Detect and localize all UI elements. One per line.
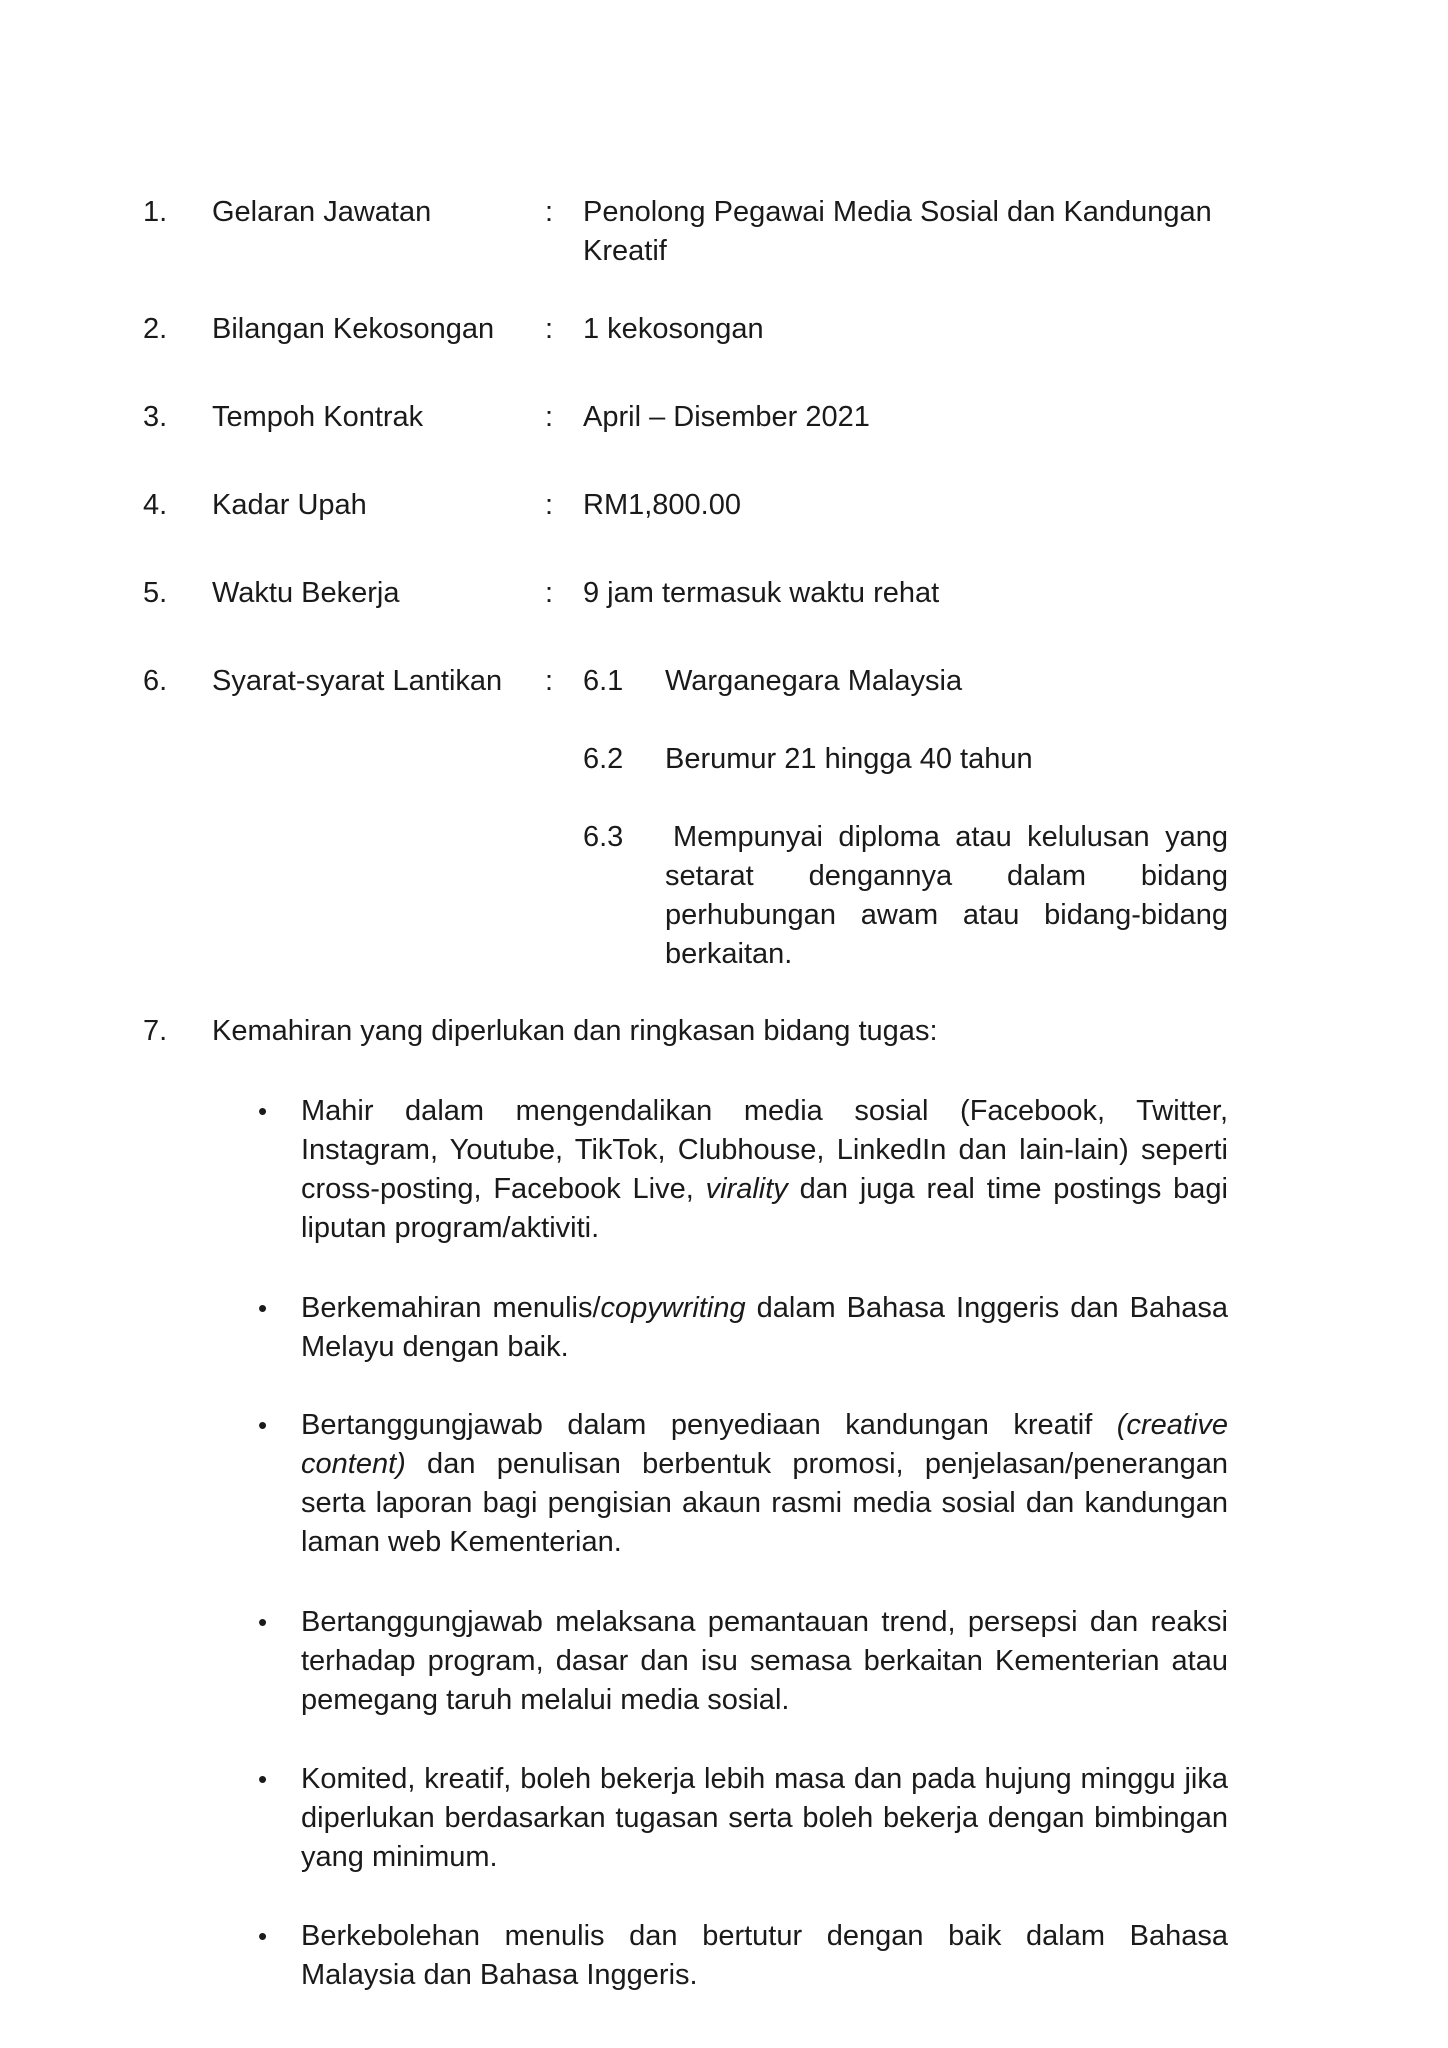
bullet-text: Berkebolehan menulis dan bertutur dengan baik dalam Bahasa Malaysia dan Bahasa Inggeris. bbox=[301, 1920, 1228, 1991]
item-colon: : bbox=[545, 401, 554, 433]
item-number: 1. bbox=[143, 196, 168, 228]
bullet-icon: • bbox=[258, 1921, 268, 1951]
item-colon: : bbox=[545, 313, 554, 345]
bullet-text: Berkemahiran menulis/copywriting dalam Bahasa Inggeris dan Bahasa Melayu dengan baik. bbox=[301, 1292, 1228, 1363]
item-colon: : bbox=[545, 196, 554, 228]
item-label-gelaran-jawatan: Gelaran Jawatan bbox=[212, 196, 432, 228]
condition-text: Mempunyai diploma atau kelulusan yang setarat dengannya dalam bidang perhubungan awam atau bidang-bidang berkaitan. bbox=[665, 821, 1228, 970]
item-value-waktu-bekerja: 9 jam termasuk waktu rehat bbox=[583, 577, 940, 609]
item-label-syarat-lantikan: Syarat-syarat Lantikan bbox=[212, 665, 503, 697]
bullet-icon: • bbox=[258, 1764, 268, 1794]
item-number: 5. bbox=[143, 577, 168, 609]
item-value-kadar-upah: RM1,800.00 bbox=[583, 489, 741, 521]
condition-text: Berumur 21 hingga 40 tahun bbox=[665, 743, 1033, 775]
item-number: 4. bbox=[143, 489, 168, 521]
section-heading: Kemahiran yang diperlukan dan ringkasan bidang tugas: bbox=[212, 1015, 938, 1047]
bullet-icon: • bbox=[258, 1096, 268, 1126]
item-value-bilangan-kekosongan: 1 kekosongan bbox=[583, 313, 764, 345]
bullet-icon: • bbox=[258, 1293, 268, 1323]
item-label-waktu-bekerja: Waktu Bekerja bbox=[212, 577, 400, 609]
item-value-tempoh-kontrak: April – Disember 2021 bbox=[583, 401, 870, 433]
bullet-icon: • bbox=[258, 1410, 268, 1440]
item-label-kadar-upah: Kadar Upah bbox=[212, 489, 367, 521]
item-number: 6. bbox=[143, 665, 168, 697]
item-colon: : bbox=[545, 489, 554, 521]
item-value-gelaran-jawatan: Penolong Pegawai Media Sosial dan Kandungan Kreatif bbox=[583, 196, 1212, 267]
item-label-bilangan-kekosongan: Bilangan Kekosongan bbox=[212, 313, 495, 345]
bullet-icon: • bbox=[258, 1607, 268, 1637]
bullet-text: Bertanggungjawab melaksana pemantauan trend, persepsi dan reaksi terhadap program, dasar dan isu semasa berkaitan Kementerian atau pemegang taruh melalui media sosial. bbox=[301, 1606, 1228, 1716]
condition-number: 6.2 bbox=[583, 743, 624, 775]
item-label-tempoh-kontrak: Tempoh Kontrak bbox=[212, 401, 424, 433]
condition-number: 6.3 bbox=[583, 821, 624, 853]
bullet-text: Bertanggungjawab dalam penyediaan kandungan kreatif (creative content) dan penulisan berbentuk promosi, penjelasan/penerangan serta laporan bagi pengisian akaun rasmi media sosial dan kandungan laman web Kementerian. bbox=[301, 1409, 1228, 1558]
item-colon: : bbox=[545, 665, 554, 697]
item-number: 7. bbox=[143, 1015, 168, 1047]
item-number: 2. bbox=[143, 313, 168, 345]
item-number: 3. bbox=[143, 401, 168, 433]
bullet-text: Mahir dalam mengendalikan media sosial (Facebook, Twitter, Instagram, Youtube, TikTok, Clubhouse, LinkedIn dan lain-lain) seperti cross-posting, Facebook Live, virality dan juga real time postings bagi liputan program/aktiviti. bbox=[301, 1095, 1228, 1244]
condition-text: Warganegara Malaysia bbox=[665, 665, 963, 697]
condition-number: 6.1 bbox=[583, 665, 624, 697]
item-colon: : bbox=[545, 577, 554, 609]
bullet-text: Komited, kreatif, boleh bekerja lebih masa dan pada hujung minggu jika diperlukan berdasarkan tugasan serta boleh bekerja dengan bimbingan yang minimum. bbox=[301, 1763, 1228, 1873]
